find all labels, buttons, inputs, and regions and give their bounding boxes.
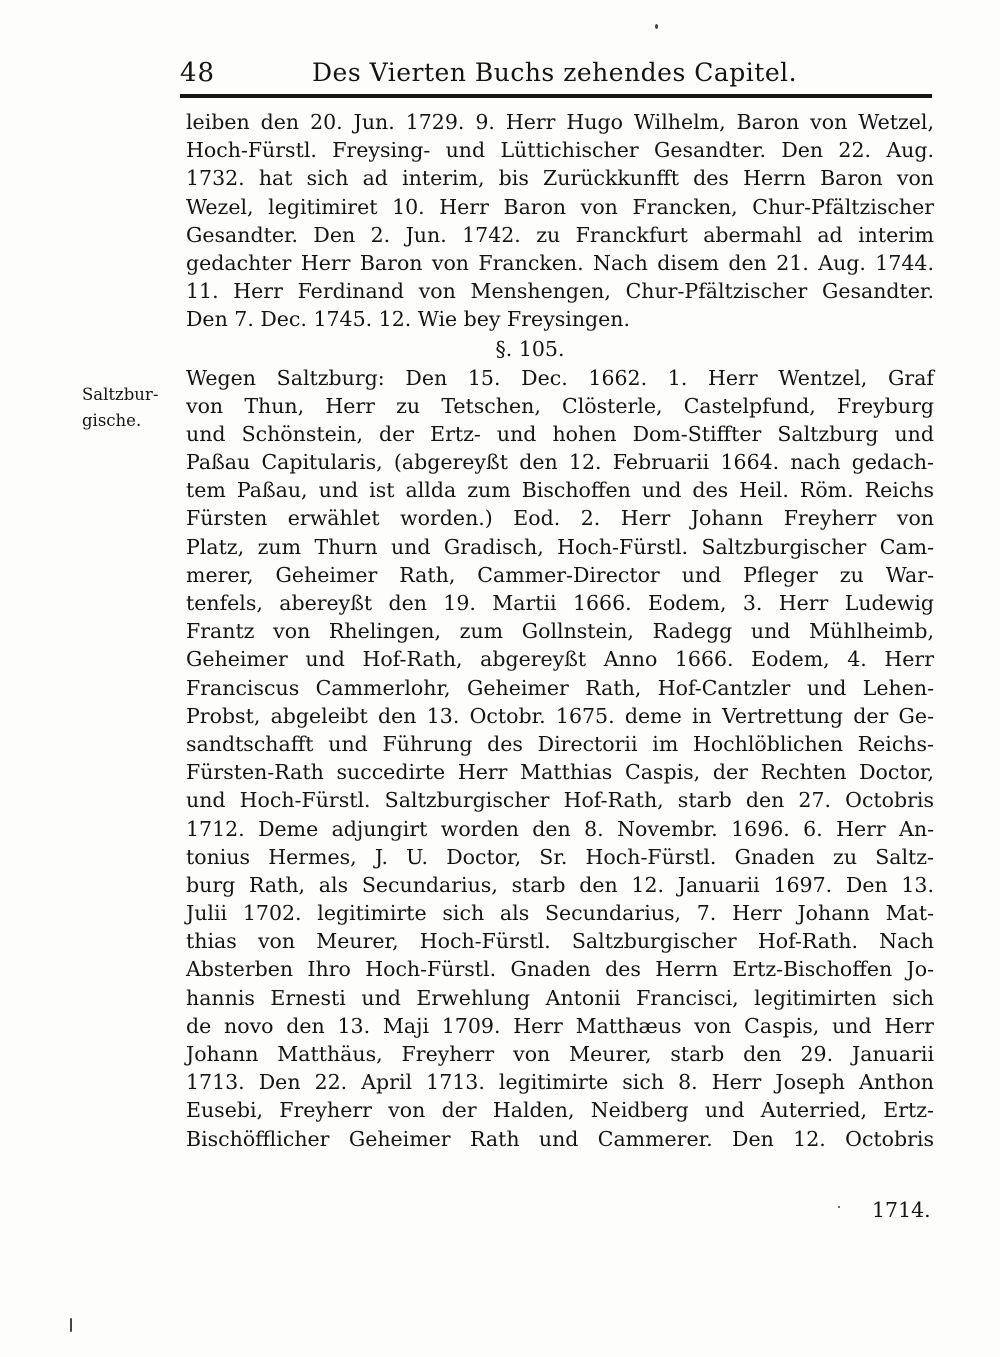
text-line: hannis Ernesti und Erwehlung Antonii Francisci, legitimirten sich xyxy=(186,985,934,1010)
ink-speck xyxy=(70,1318,72,1332)
text-line: Wezel, legitimiret 10. Herr Baron von Francken, Chur-Pfältzischer xyxy=(186,194,934,219)
text-line: 11. Herr Ferdinand von Menshengen, Chur-Pfältzischer Gesandter. xyxy=(186,279,934,304)
marginal-note-line: gische. xyxy=(82,411,142,430)
running-head: Des Vierten Buchs zehendes Capitel. xyxy=(312,58,798,87)
text-line: Eusebi, Freyherr von der Halden, Neidberg und Auterried, Ertz- xyxy=(186,1098,934,1123)
text-line: sandtschafft und Führung des Directorii im Hochlöblichen Reichs- xyxy=(186,731,934,756)
text-line: 1732. hat sich ad interim, bis Zurückkunfft des Herrn Baron von xyxy=(186,166,934,191)
text-line: thias von Meurer, Hoch-Fürstl. Saltzburgischer Hof-Rath. Nach xyxy=(186,929,934,954)
text-line: und Schönstein, der Ertz- und hohen Dom-Stiffter Saltzburg und xyxy=(186,421,934,446)
text-line: tonius Hermes, J. U. Doctor, Sr. Hoch-Fürstl. Gnaden zu Saltz- xyxy=(186,844,934,869)
text-line: Absterben Ihro Hoch-Fürstl. Gnaden des Herrn Ertz-Bischoffen Jo- xyxy=(186,957,934,982)
text-line: tenfels, abereyßt den 19. Martii 1666. Eodem, 3. Herr Ludewig xyxy=(186,591,934,615)
ink-speck xyxy=(655,24,658,29)
text-line: Gesandter. Den 2. Jun. 1742. zu Franckfurt abermahl ad interim xyxy=(186,222,934,247)
text-line: Probst, abgeleibt den 13. Octobr. 1675. deme in Vertrettung der Ge- xyxy=(186,703,934,728)
text-line: Fürsten-Rath succedirte Herr Matthias Caspis, der Rechten Doctor, xyxy=(186,760,934,785)
text-line: Julii 1702. legitimirte sich als Secundarius, 7. Herr Johann Mat- xyxy=(186,901,934,926)
text-line: Franciscus Cammerlohr, Geheimer Rath, Hof-Cantzler und Lehen- xyxy=(186,675,934,700)
ink-speck xyxy=(838,1206,840,1208)
text-line: Hoch-Fürstl. Freysing- und Lüttichischer Gesandter. Den 22. Aug. xyxy=(186,138,934,163)
text-line: und Hoch-Fürstl. Saltzburgischer Hof-Rath, starb den 27. Octobris xyxy=(186,788,934,813)
header-rule xyxy=(180,94,932,98)
catchword: 1714. xyxy=(872,1198,931,1222)
marginal-note xyxy=(82,382,180,434)
page-header xyxy=(180,56,932,92)
text-line: Frantz von Rhelingen, zum Gollnstein, Radegg und Mühlheimb, xyxy=(186,619,934,644)
text-line: Wegen Saltzburg: Den 15. Dec. 1662. 1. Herr Wentzel, Graf xyxy=(186,365,934,390)
text-line: leiben den 20. Jun. 1729. 9. Herr Hugo Wilhelm, Baron von Wetzel, xyxy=(186,110,934,134)
page-number: 48 xyxy=(180,58,216,88)
text-line: merer, Geheimer Rath, Cammer-Director und Pfleger zu War- xyxy=(186,562,934,587)
text-line: Bischöfflicher Geheimer Rath und Cammerer. Den 12. Octobris xyxy=(186,1126,934,1151)
text-line: 1713. Den 22. April 1713. legitimirte sich 8. Herr Joseph Anthon xyxy=(186,1070,934,1095)
text-line: burg Rath, als Secundarius, starb den 12. Januarii 1697. Den 13. xyxy=(186,872,934,897)
marginal-note-line: Saltzbur- xyxy=(82,385,159,404)
text-line: de novo den 13. Maji 1709. Herr Matthæus von Caspis, und Herr xyxy=(186,1013,934,1038)
text-line: Geheimer und Hof-Rath, abgereyßt Anno 1666. Eodem, 4. Herr xyxy=(186,647,934,672)
text-line: Johann Matthäus, Freyherr von Meurer, starb den 29. Januarii xyxy=(186,1042,934,1066)
text-line: Paßau Capitularis, (abgereyßt den 12. Februarii 1664. nach gedach- xyxy=(186,450,934,475)
body-text xyxy=(186,108,934,1153)
text-line: tem Paßau, und ist allda zum Bischoffen und des Heil. Röm. Reichs xyxy=(186,478,934,503)
text-line: gedachter Herr Baron von Francken. Nach disem den 21. Aug. 1744. xyxy=(186,250,934,275)
text-line: Fürsten erwählet worden.) Eod. 2. Herr Johann Freyherr von xyxy=(186,506,934,531)
text-line: Platz, zum Thurn und Gradisch, Hoch-Fürstl. Saltzburgischer Cam- xyxy=(186,534,934,559)
text-line: 1712. Deme adjungirt worden den 8. Novembr. 1696. 6. Herr An- xyxy=(186,816,934,841)
text-line: Den 7. Dec. 1745. 12. Wie bey Freysingen. xyxy=(186,307,631,332)
section-mark: §. 105. xyxy=(495,336,565,361)
text-line: von Thun, Herr zu Tetschen, Clösterle, Castelpfund, Freyburg xyxy=(186,393,934,418)
